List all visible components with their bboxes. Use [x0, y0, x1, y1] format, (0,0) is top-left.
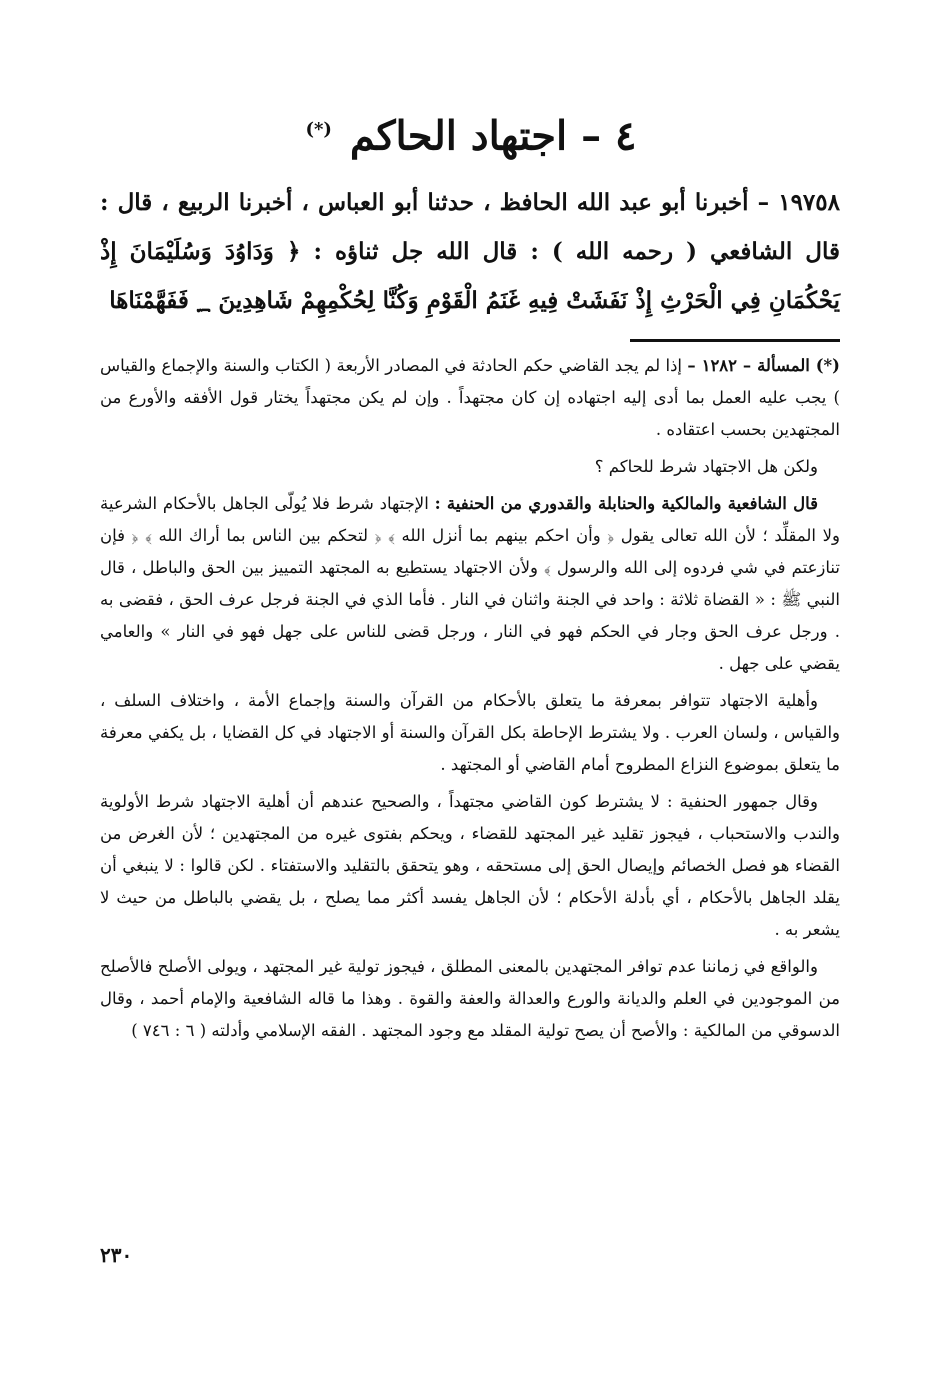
footnote-separator: [630, 339, 840, 342]
footnote-5-text: وقال جمهور الحنفية : لا يشترط كون القاضي مجتهداً ، والصحيح عندهم أن أهلية الاجتهاد شرط الأولوية والندب والاستحباب ، فيجوز تقليد غير المجتهد للقضاء ، ويحكم بفتوى غيره من المجتهدين ؛ لأن الغرض من القضاء هو فصل الخصائم وإيصال الحق إلى مستحقه ، وهو يتحقق بالتقليد والاستفتاء . لكن قالوا : لا ينبغي أن يقلد الجاهل بالأحكام ، أي بأدلة الأحكام ؛ لأن الجاهل يفسد أكثر مما يصلح ، بل يقضي بالباطل من حيث لا يشعر به .: [100, 792, 840, 939]
footnote-3-text: الإجتهاد شرط فلا يُولّى الجاهل بالأحكام الشرعية ولا المقلِّد ؛ لأن الله تعالى يقول ﴿ وأن احكم بينهم بما أنزل الله ﴾ ﴿ لتحكم بين الناس بما أراك الله ﴾ ﴿ فإن تنازعتم في شي فردوه إلى الله والرسول ﴾ ولأن الاجتهاد يستطيع به المجتهد التمييز بين الحق والباطل ، قال النبي ﷺ : « القضاة ثلاثة : واحد في الجنة واثنان في النار . فأما الذي في الجنة فرجل عرف الحق ، فقضى به . ورجل عرف الحق وجار في الحكم فهو في النار ، ورجل قضى للناس على جهل فهو في النار » والعامي يقضي على جهل .: [100, 494, 840, 673]
footnote-1-text: إذا لم يجد القاضي حكم الحادثة في المصادر الأربعة ( الكتاب والسنة والإجماع والقياس ) يجب عليه العمل بما أدى إليه اجتهاده إن كان مجتهداً . وإن لم يكن مجتهداً يختار قول الأفقه والأورع من المجتهدين بحسب اعتقاده .: [100, 356, 840, 439]
hadith-chain: أخبرنا أبو عبد الله الحافظ ، حدثنا أبو العباس ، أخبرنا الربيع ، قال : قال الشافعي ( رحمه الله ) : قال الله جل ثناؤه :: [100, 189, 840, 265]
footnote-2: [100, 451, 840, 483]
quran-verse: ﴿ وَدَاوُدَ وَسُلَيْمَانَ إِذْ يَحْكُمَانِ فِي الْحَرْثِ إِذْ نَفَشَتْ فِيهِ غَنَمُ الْقَوْمِ وَكُنَّا لِحُكْمِهِمْ شَاهِدِينَ ؁ فَفَهَّمْنَاهَا: [100, 238, 840, 314]
footnote-1-label: (*) المسألة – ١٢٨٢ –: [687, 356, 840, 375]
footnote-6-text: والواقع في زماننا عدم توافر المجتهدين بالمعنى المطلق ، فيجوز تولية غير المجتهد ، ويولى الأصلح فالأصلح من الموجودين في العلم والديانة والورع والعدالة والعفة والقوة . وهذا ما قاله الشافعية والإمام أحمد ، وقال الدسوقي من المالكية : والأصح أن يصح تولية المقلد مع وجود المجتهد . الفقه الإسلامي وأدلته ( ٦ : ٧٤٦ ): [100, 957, 840, 1040]
page-number: ٢٣٠: [100, 1243, 133, 1267]
chapter-title-text: ٤ – اجتهاد الحاكم: [349, 112, 637, 160]
footnote-1: [100, 350, 840, 446]
footnote-2-text: ولكن هل الاجتهاد شرط للحاكم ؟: [594, 457, 818, 476]
chapter-title: [0, 100, 942, 166]
footnote-3-label: قال الشافعية والمالكية والحنابلة والقدوري من الحنفية :: [434, 494, 818, 513]
footnote-marker: (*): [305, 119, 332, 140]
hadith-number: ١٩٧٥٨ –: [757, 189, 840, 216]
hadith-paragraph: [100, 178, 840, 325]
footnote-4-text: وأهلية الاجتهاد تتوافر بمعرفة ما يتعلق بالأحكام من القرآن والسنة وإجماع الأمة ، واختلاف السلف ، والقياس ، ولسان العرب . ولا يشترط الإحاطة بكل القرآن والسنة أو الاجتهاد في كل القضايا ، بل يكفي معرفة ما يتعلق بموضوع النزاع المطروح أمام القاضي أو المجتهد .: [100, 691, 840, 774]
footnotes-section: [100, 350, 840, 1047]
footnote-6: [100, 951, 840, 1047]
footnote-3: [100, 488, 840, 680]
footnote-4: [100, 685, 840, 781]
footnote-5: [100, 786, 840, 946]
